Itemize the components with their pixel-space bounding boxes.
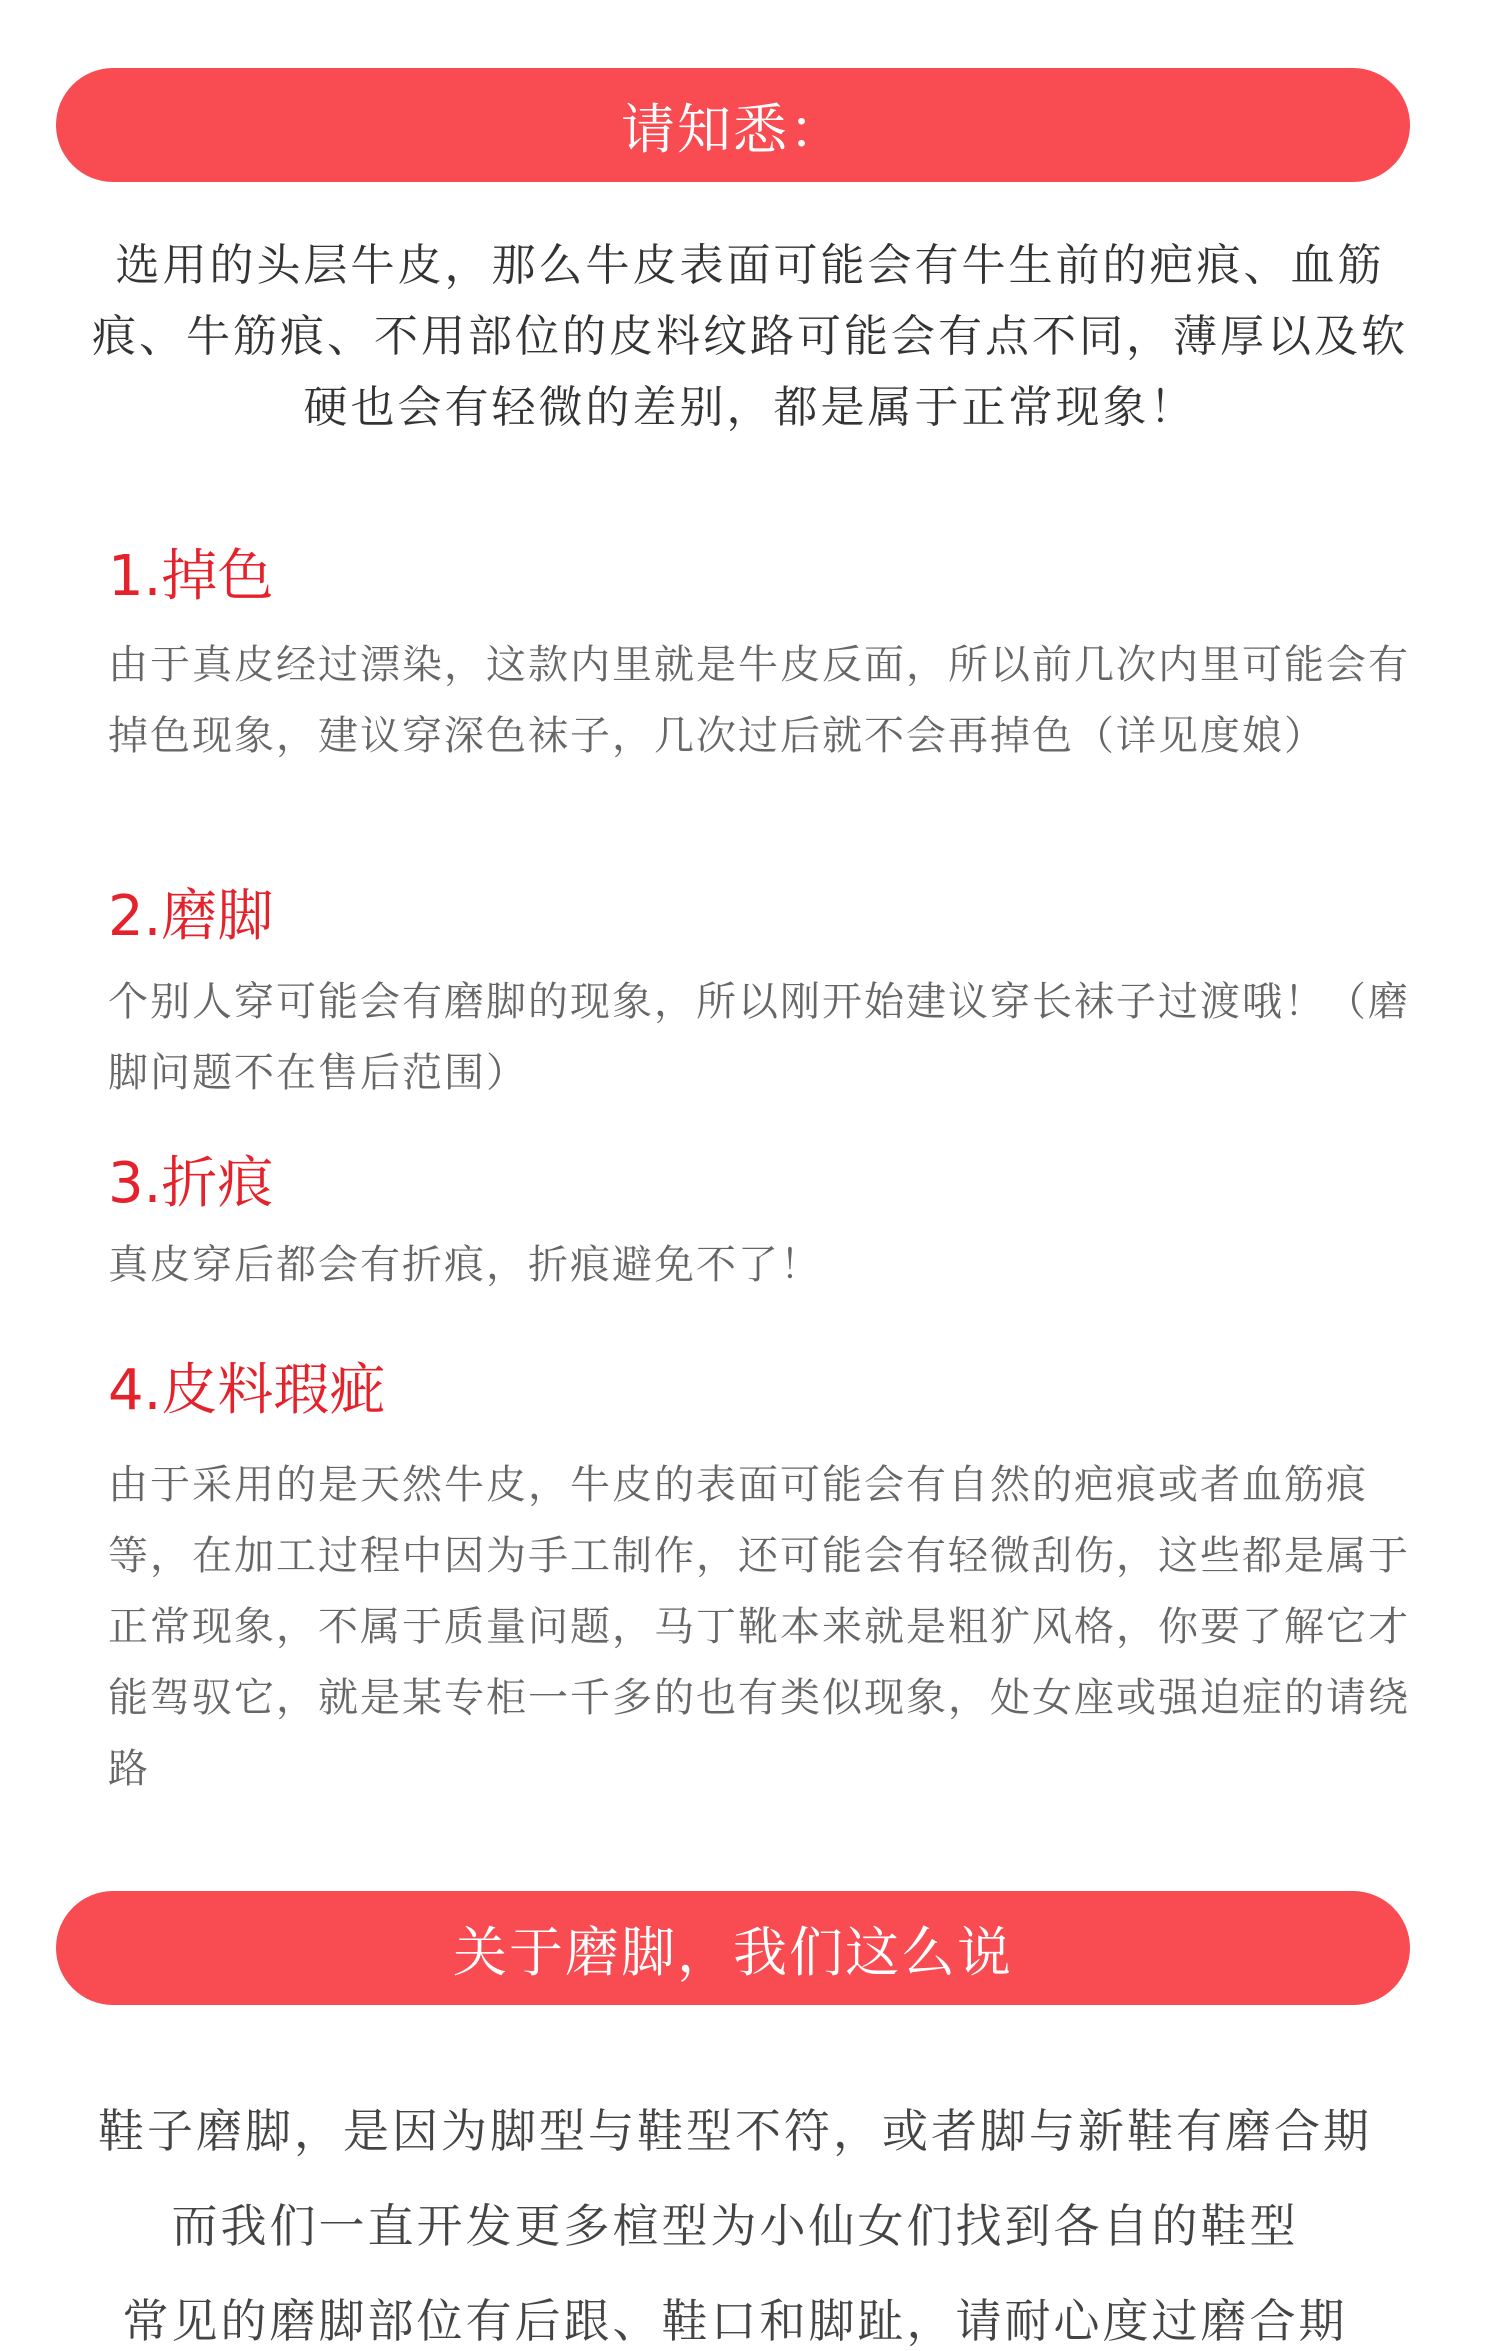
about-chafing-line: 而我们一直开发更多楦型为小仙女们找到各自的鞋型: [171, 2199, 1299, 2253]
section-body-creases: 真皮穿后都会有折痕，折痕避免不了！: [108, 1242, 822, 1288]
section-title-chafing: 2.磨脚: [108, 884, 274, 949]
leather-notice-text: 选用的头层牛皮，那么牛皮表面可能会有牛生前的疤痕、血筋痕、牛筋痕、不用部位的皮料纹路可能会有点不同，薄厚以及软硬也会有轻微的差别，都是属于正常现象！: [92, 240, 1408, 433]
section-title-creases: 3.折痕: [108, 1151, 274, 1216]
section-title-leather-flaws: 4.皮料瑕疵: [108, 1358, 386, 1423]
chafing-banner: [56, 1891, 1410, 2005]
about-chafing-line: 常见的磨脚部位有后跟、鞋口和脚趾，请耐心度过磨合期: [122, 2294, 1348, 2348]
section-body-fading: 由于真皮经过漂染，这款内里就是牛皮反面，所以前几次内里可能会有掉色现象，建议穿深色袜子，几次过后就不会再掉色（详见度娘）: [108, 642, 1410, 759]
chafing-banner-label: 关于磨脚，我们这么说: [453, 1920, 1013, 1984]
section-title-fading: 1.掉色: [108, 544, 274, 609]
section-body-chafing: 个别人穿可能会有磨脚的现象，所以刚开始建议穿长袜子过渡哦！（磨脚问题不在售后范围）: [108, 979, 1410, 1096]
section-body-leather-flaws: 由于采用的是天然牛皮，牛皮的表面可能会有自然的疤痕或者血筋痕等，在加工过程中因为手工制作，还可能会有轻微刮伤，这些都是属于正常现象，不属于质量问题，马丁靴本来就是粗犷风格，你要了解它才能驾驭它，就是某专柜一千多的也有类似现象，处女座或强迫症的请绕路: [108, 1462, 1410, 1792]
notice-banner: [56, 68, 1410, 182]
about-chafing-line: 鞋子磨脚，是因为脚型与鞋型不符，或者脚与新鞋有磨合期: [98, 2104, 1372, 2158]
notice-banner-label: 请知悉：: [621, 97, 845, 161]
